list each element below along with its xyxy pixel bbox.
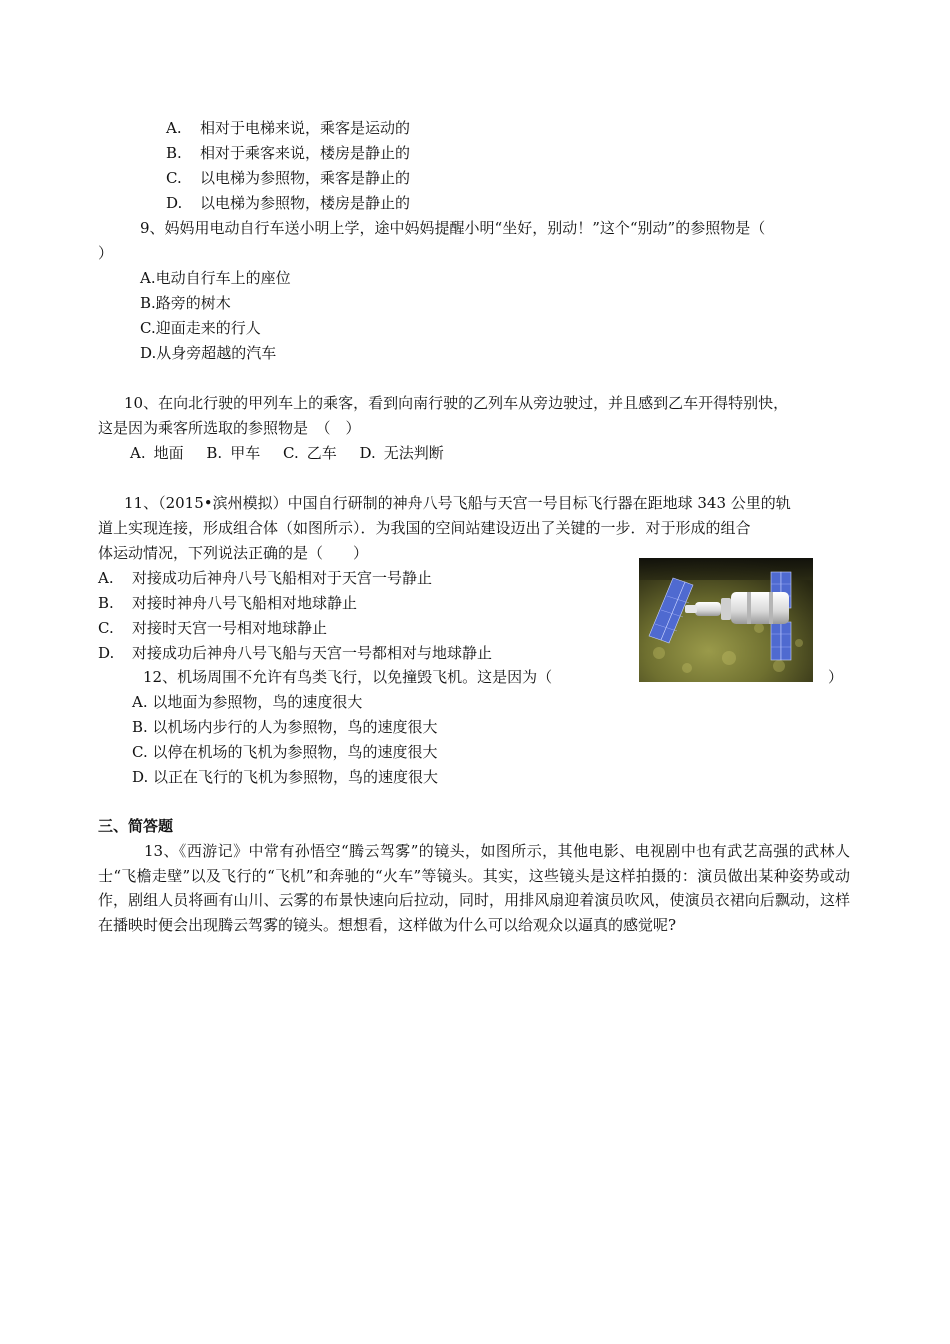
q9-option-a: A.电动自行车上的座位: [140, 269, 291, 287]
option-key: B.: [98, 594, 114, 612]
option-key: C.: [283, 444, 299, 462]
q9-option-c: C.迎面走来的行人: [140, 319, 261, 337]
q9-stem-line2: ）: [98, 244, 114, 262]
q10-stem-line1: 10、在向北行驶的甲列车上的乘客，看到向南行驶的乙列车从旁边驶过，并且感到乙车开得特别快，: [124, 394, 789, 412]
q11-option-c: [98, 618, 327, 638]
option-text: 无法判断: [383, 444, 444, 462]
q11-stem-line2: 道上实现连接，形成组合体（如图所示）．为我国的空间站建设迈出了关键的一步．对于形成的组合: [98, 519, 751, 537]
q12-stem: 12、机场周围不允许有鸟类飞行，以免撞毁飞机。这是因为（: [143, 668, 553, 686]
option-key: A.: [130, 444, 146, 462]
q9-option-b: B.路旁的树木: [140, 294, 231, 312]
option-text: 相对于电梯来说，乘客是运动的: [200, 119, 411, 137]
q10-stem-line2: 这是因为乘客所选取的参照物是 （ ）: [98, 419, 361, 437]
q8-option-a: [166, 118, 410, 138]
section-heading: 三、简答题: [98, 817, 174, 835]
q12-option-a: A. 以地面为参照物，鸟的速度很大: [132, 693, 363, 711]
q11-option-a: [98, 568, 432, 588]
option-key: D.: [166, 194, 183, 212]
q12-stem-close: ）: [828, 668, 844, 686]
option-text: 以电梯为参照物，乘客是静止的: [200, 169, 411, 187]
option-key: B.: [206, 444, 223, 462]
q10-options: [130, 443, 462, 463]
q11-stem-line3: 体运动情况，下列说法正确的是（ ）: [98, 544, 369, 562]
option-key: D.: [98, 644, 115, 662]
q12-option-b: B. 以机场内步行的人为参照物，鸟的速度很大: [132, 718, 438, 736]
q13-paragraph: 13、《西游记》中常有孙悟空“腾云驾雾”的镜头，如图所示，其他电影、电视剧中也有武艺高强的武林人士“飞檐走壁”以及飞行的“飞机”和奔驰的“火车”等镜头。其实，这些镜头是这样拍摄的：演员做出某种姿势或动作，剧组人员将画有山川、云雾的布景快速向后拉动，同时，用排风扇迎着演员吹风，使演员衣裙向后飘动，这样在播映时便会出现腾云驾雾的镜头。想想看，这样做为什么可以给观众以逼真的感觉呢?: [98, 842, 850, 934]
spacecraft-docking-image: [639, 558, 813, 682]
option-text: 对接时天宫一号相对地球静止: [132, 619, 328, 637]
q8-option-d: [166, 193, 410, 213]
option-key: C.: [98, 619, 114, 637]
option-text: 对接成功后神舟八号飞船与天宫一号都相对与地球静止: [132, 644, 493, 662]
option-text: 对接时神舟八号飞船相对地球静止: [132, 594, 358, 612]
option-key: A.: [166, 119, 182, 137]
option-text: 相对于乘客来说，楼房是静止的: [200, 144, 411, 162]
option-text: 乙车: [306, 444, 337, 462]
q9-option-d: D.从身旁超越的汽车: [140, 344, 277, 362]
option-text: 对接成功后神舟八号飞船相对于天宫一号静止: [132, 569, 433, 587]
spacecraft-docking-icon: [639, 558, 813, 682]
q9-stem-line1: 9、妈妈用电动自行车送小明上学，途中妈妈提醒小明“坐好，别动！”这个“别动”的参照物是（: [140, 219, 766, 237]
q11-option-b: [98, 593, 357, 613]
q11-stem-line1: 11、（2015•滨州模拟）中国自行研制的神舟八号飞船与天宫一号目标飞行器在距地球 343 公里的轨: [124, 494, 791, 512]
option-key: A.: [98, 569, 114, 587]
q12-option-d: D. 以正在飞行的飞机为参照物，鸟的速度很大: [132, 768, 439, 786]
option-key: B.: [166, 144, 182, 162]
option-text: 甲车: [230, 444, 261, 462]
option-text: 地面: [153, 444, 184, 462]
q8-option-c: [166, 168, 410, 188]
q12-option-c: C. 以停在机场的飞机为参照物，鸟的速度很大: [132, 743, 438, 761]
option-key: C.: [166, 169, 182, 187]
q8-option-b: [166, 143, 410, 163]
option-text: 以电梯为参照物，楼房是静止的: [200, 194, 411, 212]
option-key: D.: [359, 444, 376, 462]
q11-option-d: [98, 643, 492, 663]
